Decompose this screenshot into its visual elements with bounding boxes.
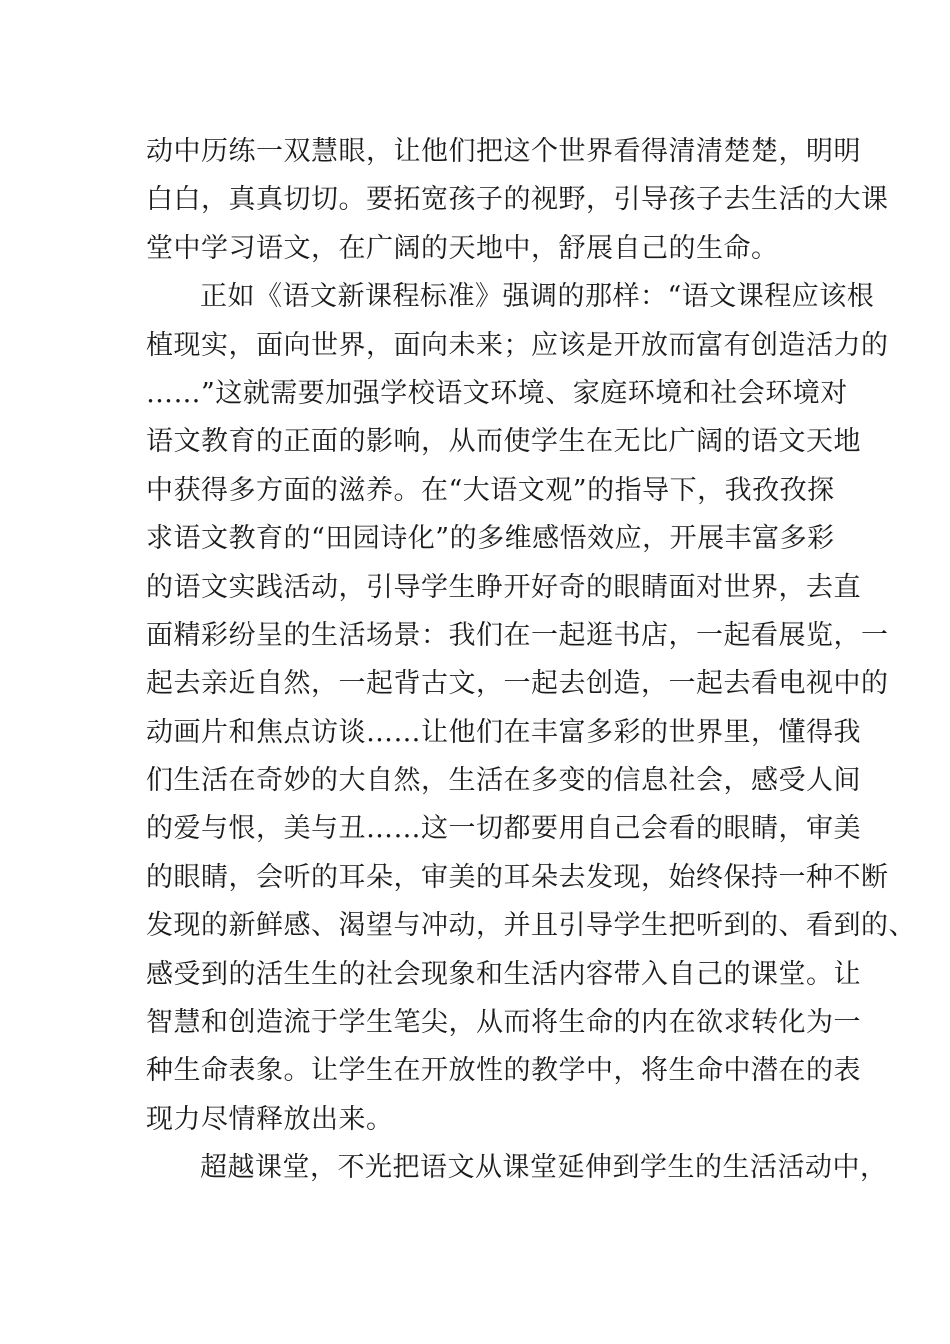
text-line: 起去亲近自然，一起背古文，一起去创造，一起去看电视中的 (146, 668, 889, 700)
text-line: 感受到的活生生的社会现象和生活内容带入自己的课堂。让 (146, 958, 861, 990)
text-line: 白白，真真切切。要拓宽孩子的视野，引导孩子去生活的大课 (146, 184, 889, 216)
paragraph-start-line: 超越课堂，不光把语文从课堂延伸到学生的生活活动中， (200, 1152, 888, 1184)
text-line: 发现的新鲜感、渴望与冲动，并且引导学生把听到的、看到的、 (146, 910, 916, 942)
body-text (146, 128, 916, 1193)
text-line: 动中历练一双慧眼，让他们把这个世界看得清清楚楚，明明 (146, 136, 861, 167)
text-line: 智慧和创造流于学生笔尖，从而将生命的内在欲求转化为一 (146, 1007, 861, 1039)
text-line: 面精彩纷呈的生活场景：我们在一起逛书店，一起看展览，一 (146, 619, 889, 651)
text-line: 现力尽情释放出来。 (146, 1103, 394, 1135)
text-line: 的语文实践活动，引导学生睁开好奇的眼睛面对世界，去直 (146, 571, 861, 603)
text-line: 中获得多方面的滋养。在“大语文观”的指导下，我孜孜探 (146, 474, 835, 506)
text-line: 动画片和焦点访谈……让他们在丰富多彩的世界里，懂得我 (146, 716, 861, 748)
text-line: 种生命表象。让学生在开放性的教学中，将生命中潜在的表 (146, 1055, 861, 1087)
text-line: 堂中学习语文，在广阔的天地中，舒展自己的生命。 (146, 232, 779, 264)
text-line: ……”这就需要加强学校语文环境、家庭环境和社会环境对 (146, 377, 848, 409)
text-line: 的眼睛，会听的耳朵，审美的耳朵去发现，始终保持一种不断 (146, 861, 889, 893)
text-line: 求语文教育的“田园诗化”的多维感悟效应，开展丰富多彩 (146, 523, 835, 555)
text-line: 植现实，面向世界，面向未来；应该是开放而富有创造活力的 (146, 329, 889, 361)
paragraph-start-line: 正如《语文新课程标准》强调的那样：“语文课程应该根 (200, 281, 875, 313)
text-line: 的爱与恨，美与丑……这一切都要用自己会看的眼睛，审美 (146, 813, 861, 845)
text-line: 们生活在奇妙的大自然，生活在多变的信息社会，感受人间 (146, 765, 861, 797)
text-line: 语文教育的正面的影响，从而使学生在无比广阔的语文天地 (146, 426, 861, 458)
